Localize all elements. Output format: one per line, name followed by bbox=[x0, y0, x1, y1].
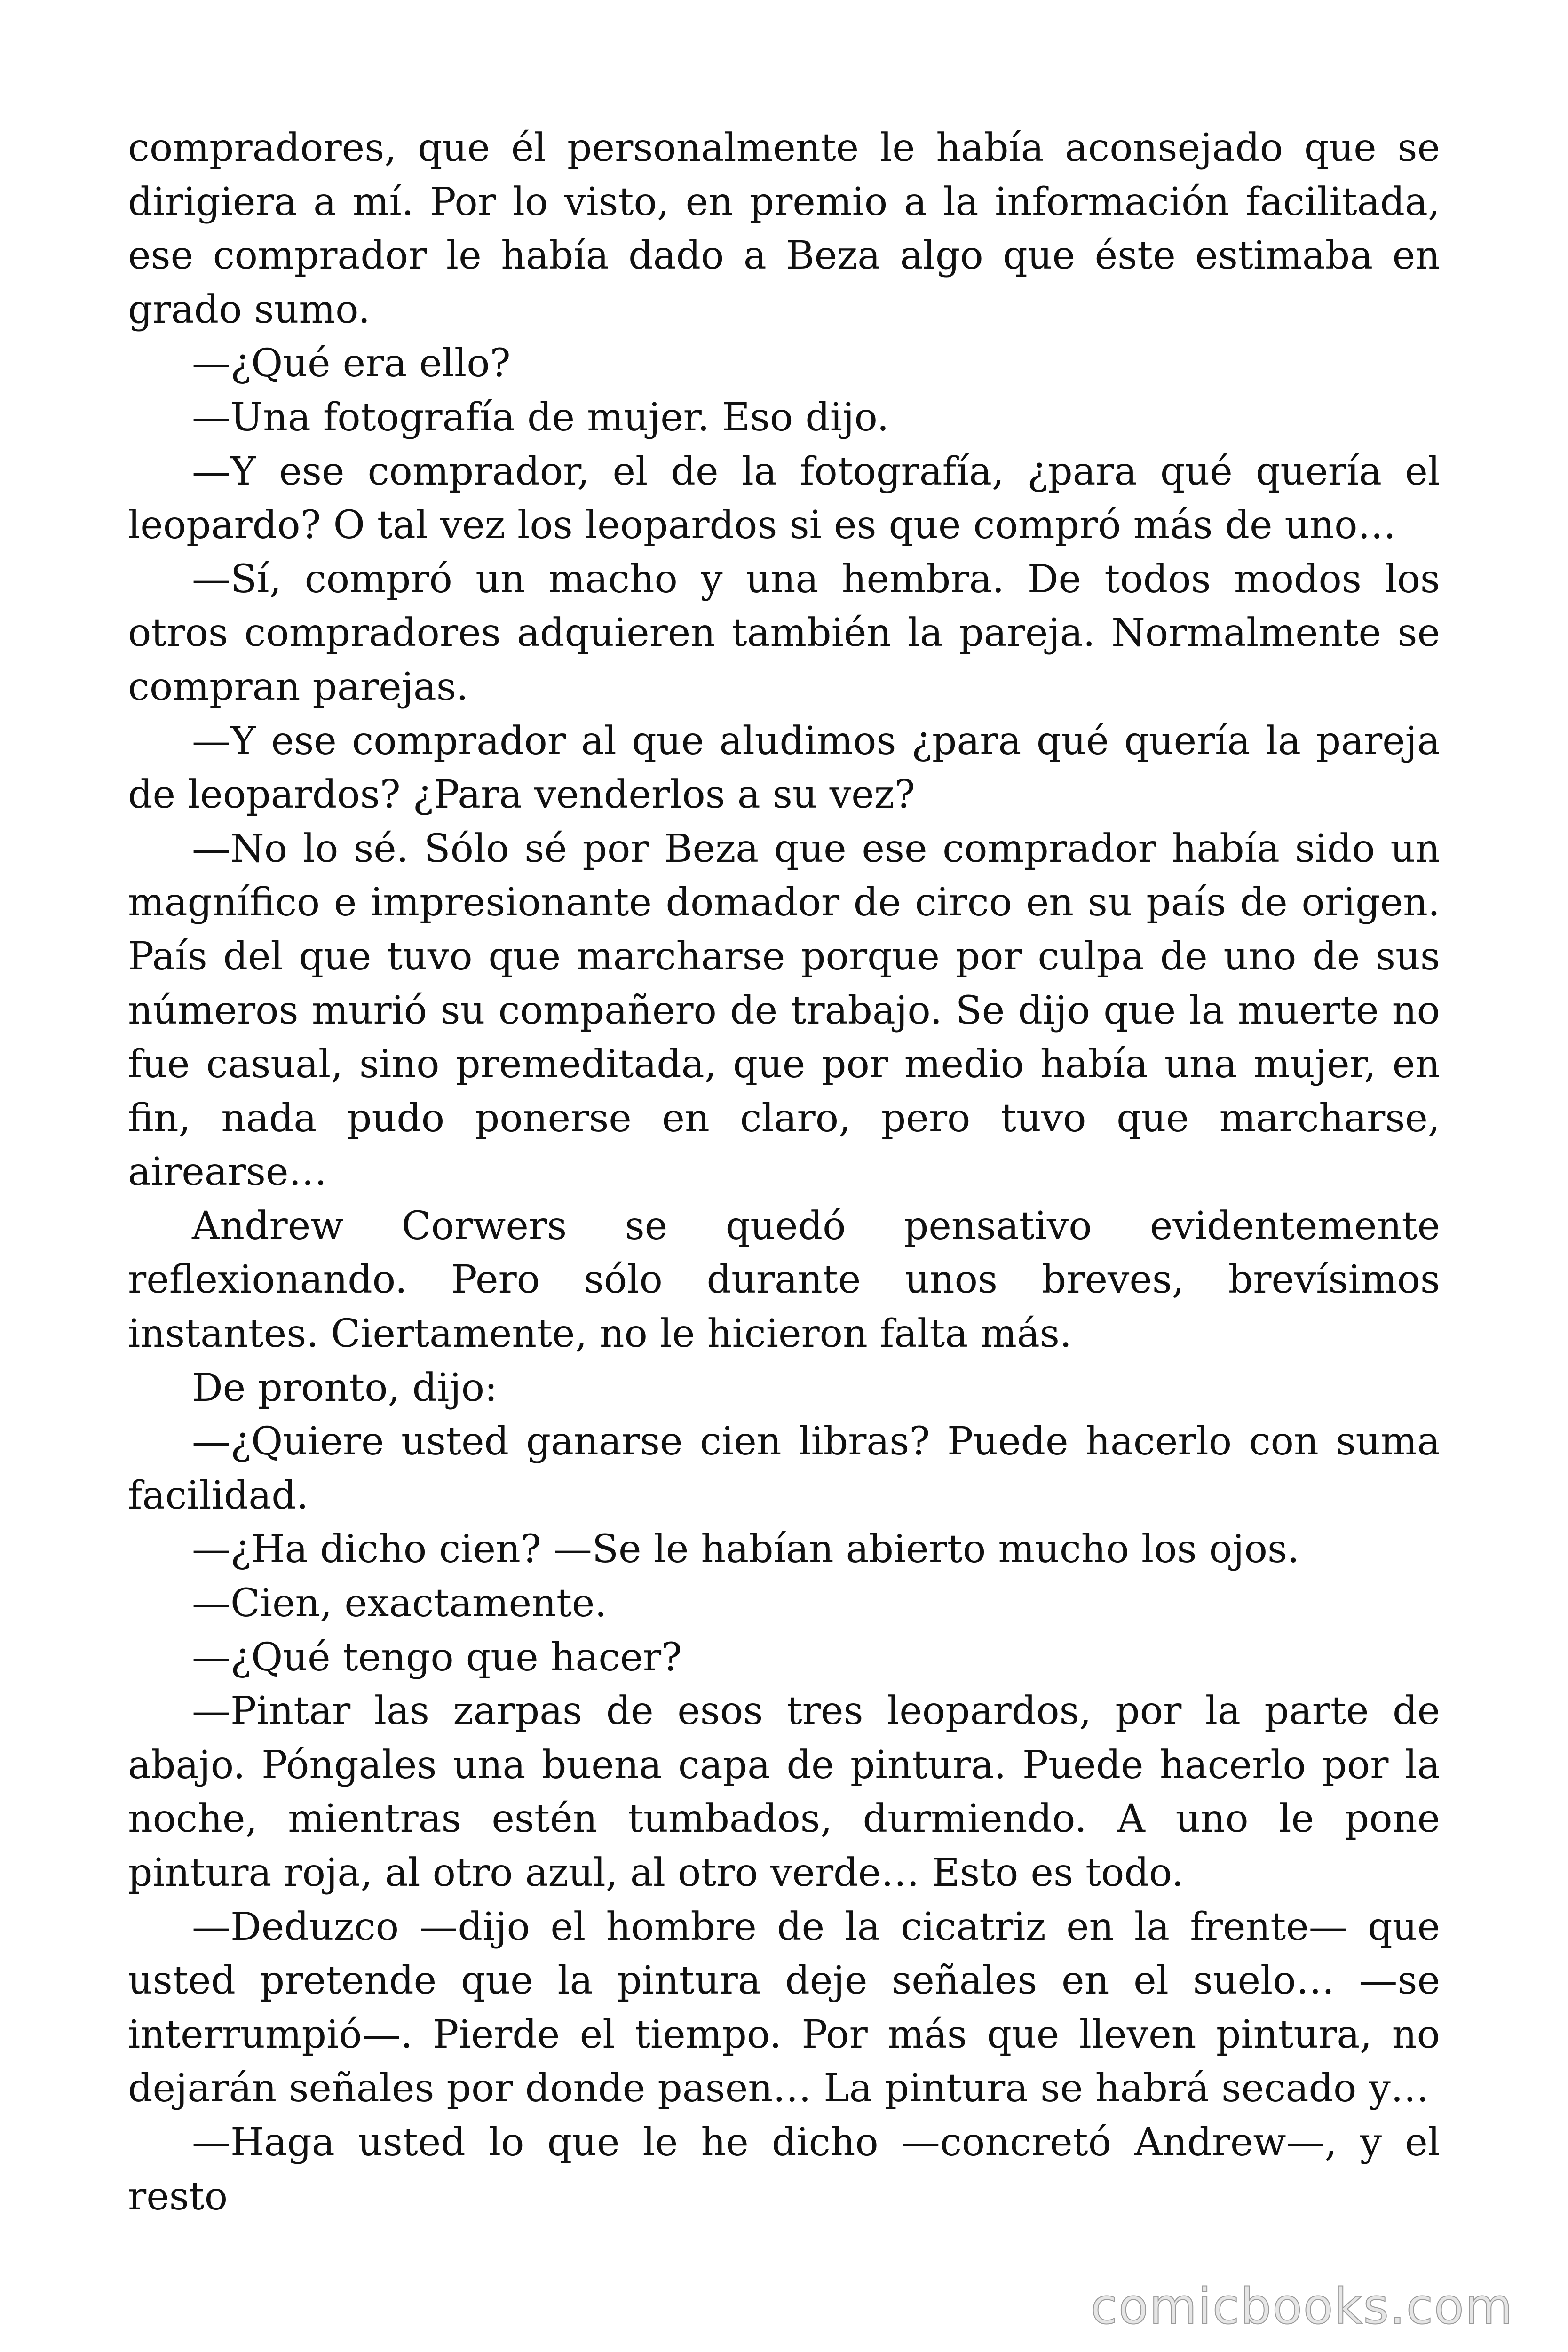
paragraph: compradores, que él personalmente le había aconsejado que se dirigiera a mí. Por lo visto, en premio a la información facilitada, ese comprador le había dado a Beza algo que éste estimaba en grado sumo. bbox=[128, 126, 1440, 332]
paragraph: —¿Quiere usted ganarse cien libras? Puede hacerlo con suma facilidad. bbox=[128, 1419, 1440, 1518]
paragraph: —Una fotografía de mujer. Eso dijo. bbox=[192, 395, 889, 440]
paragraph: Andrew Corwers se quedó pensativo evidentemente reflexionando. Pero sólo durante unos breves, brevísimos instantes. Ciertamente, no le hicieron falta más. bbox=[128, 1203, 1440, 1357]
watermark: comicbooks.com bbox=[1090, 2278, 1513, 2335]
paragraph: —Deduzco —dijo el hombre de la cicatriz en la frente— que usted pretende que la pintura deje señales en el suelo… —se interrumpió—. Pierde el tiempo. Por más que lleven pintura, no dejarán señales por donde pasen… La pintura se habrá secado y… bbox=[128, 1904, 1440, 2111]
paragraph: —¿Qué era ello? bbox=[192, 341, 511, 386]
paragraph: —Y ese comprador al que aludimos ¿para qué quería la pareja de leopardos? ¿Para venderlos a su vez? bbox=[128, 718, 1440, 818]
paragraph: —Y ese comprador, el de la fotografía, ¿para qué quería el leopardo? O tal vez los leopardos si es que compró más de uno… bbox=[128, 449, 1440, 548]
paragraph: —¿Ha dicho cien? —Se le habían abierto mucho los ojos. bbox=[192, 1527, 1300, 1572]
paragraph: —Cien, exactamente. bbox=[192, 1581, 607, 1626]
paragraph: —No lo sé. Sólo sé por Beza que ese comprador había sido un magnífico e impresionante domador de circo en su país de origen. País del que tuvo que marcharse porque por culpa de uno de sus números murió su compañero de trabajo. Se dijo que la muerte no fue casual, sino premeditada, que por medio había una mujer, en fin, nada pudo ponerse en claro, pero tuvo que marcharse, airearse… bbox=[128, 826, 1440, 1195]
paragraph: —¿Qué tengo que hacer? bbox=[192, 1635, 682, 1680]
page-body bbox=[128, 121, 1440, 2224]
paragraph: De pronto, dijo: bbox=[192, 1365, 498, 1410]
paragraph: —Pintar las zarpas de esos tres leopardos, por la parte de abajo. Póngales una buena capa de pintura. Puede hacerlo por la noche, mientras estén tumbados, durmiendo. A uno le pone pintura roja, al otro azul, al otro verde… Esto es todo. bbox=[128, 1689, 1440, 1895]
paragraph: —Sí, compró un macho y una hembra. De todos modos los otros compradores adquieren también la pareja. Normalmente se compran parejas. bbox=[128, 556, 1440, 709]
paragraph: —Haga usted lo que le he dicho —concretó Andrew—, y el resto bbox=[128, 2120, 1440, 2219]
